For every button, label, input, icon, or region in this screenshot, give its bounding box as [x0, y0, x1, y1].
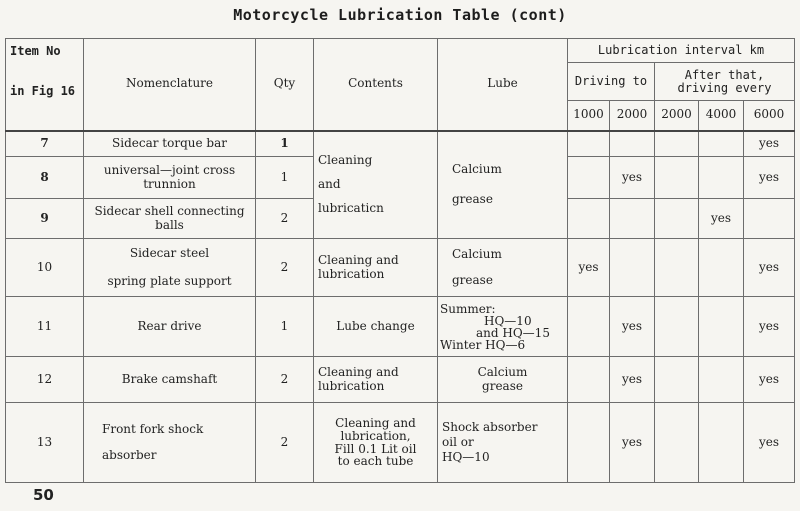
item-number: 10 — [6, 239, 84, 297]
qty-cell: 2 — [256, 199, 314, 239]
table-row — [6, 403, 795, 483]
item-number: 12 — [6, 357, 84, 403]
interval-mark — [568, 157, 610, 199]
contents-cell: Lube change — [314, 297, 438, 357]
nomenclature-line: spring plate support — [107, 273, 232, 288]
table-row — [6, 297, 795, 357]
interval-mark — [568, 357, 610, 403]
header-qty: Qty — [256, 39, 314, 131]
nomenclature-cell: Sidecar torque bar — [84, 131, 256, 157]
interval-mark: yes — [744, 297, 795, 357]
contents-line: and — [318, 176, 341, 191]
qty-cell: 1 — [256, 131, 314, 157]
interval-mark: yes — [744, 131, 795, 157]
header-item-no-top: Item No — [10, 44, 61, 58]
lube-line: Calcium — [477, 364, 528, 379]
nomenclature-cell: universal—joint cross trunnion — [84, 157, 256, 199]
interval-mark — [744, 199, 795, 239]
header-interval: Lubrication interval km — [568, 39, 795, 63]
nomenclature-cell: Rear drive — [84, 297, 256, 357]
interval-mark — [699, 131, 744, 157]
header-lube: Lube — [438, 39, 568, 131]
header-nomenclature: Nomenclature — [84, 39, 256, 131]
table-row — [6, 131, 795, 157]
header-km-2: 2000 — [610, 101, 655, 131]
header-km-4: 4000 — [699, 101, 744, 131]
item-number: 7 — [6, 131, 84, 157]
lube-line: HQ—10 — [442, 450, 490, 464]
nomenclature-cell: Brake camshaft — [84, 357, 256, 403]
page-number: 50 — [33, 486, 54, 504]
interval-mark — [568, 131, 610, 157]
item-number: 13 — [6, 403, 84, 483]
contents-cell — [314, 403, 438, 483]
interval-mark — [655, 297, 699, 357]
interval-mark: yes — [610, 157, 655, 199]
header-driving-to: Driving to — [568, 63, 655, 101]
item-number: 8 — [6, 157, 84, 199]
interval-mark: yes — [744, 403, 795, 483]
interval-mark — [655, 157, 699, 199]
interval-mark — [699, 297, 744, 357]
contents-line: Cleaning — [318, 153, 373, 168]
lube-line: grease — [452, 191, 493, 206]
contents-cell: Cleaning and lubrication — [314, 239, 438, 297]
lube-line: Winter HQ—6 — [440, 337, 526, 352]
interval-mark: yes — [610, 357, 655, 403]
interval-mark — [610, 131, 655, 157]
header-item-no — [6, 39, 84, 131]
contents-cell — [314, 131, 438, 239]
lube-line: Calcium — [452, 246, 502, 261]
lube-line: and HQ—15 — [476, 325, 550, 340]
lube-cell — [438, 297, 568, 357]
interval-mark: yes — [699, 199, 744, 239]
lube-cell — [438, 357, 568, 403]
nomenclature-line: absorber — [102, 447, 157, 462]
nomenclature-cell: Sidecar shell connecting balls — [84, 199, 256, 239]
qty-cell: 1 — [256, 297, 314, 357]
qty-cell: 2 — [256, 239, 314, 297]
lube-line: oil or — [442, 435, 474, 449]
header-km-5: 6000 — [744, 101, 795, 131]
interval-mark — [655, 403, 699, 483]
interval-mark: yes — [610, 403, 655, 483]
header-km-3: 2000 — [655, 101, 699, 131]
interval-mark — [655, 357, 699, 403]
table-row — [6, 357, 795, 403]
header-item-no-bottom: in Fig 16 — [10, 83, 76, 98]
nomenclature-line: Front fork shock — [102, 421, 204, 436]
qty-cell: 1 — [256, 157, 314, 199]
page-title: Motorcycle Lubrication Table (cont) — [233, 6, 567, 24]
table-row — [6, 239, 795, 297]
header-contents: Contents — [314, 39, 438, 131]
interval-mark — [699, 403, 744, 483]
lube-cell — [438, 403, 568, 483]
contents-cell — [314, 357, 438, 403]
lube-cell — [438, 239, 568, 297]
header-after-that: After that, driving every — [655, 63, 795, 101]
interval-mark — [699, 157, 744, 199]
lube-line: grease — [452, 272, 493, 287]
contents-line: Cleaning and — [335, 416, 416, 431]
contents-line: lubrication — [318, 378, 385, 393]
qty-cell: 2 — [256, 403, 314, 483]
interval-mark: yes — [744, 157, 795, 199]
interval-mark — [655, 199, 699, 239]
item-number: 9 — [6, 199, 84, 239]
item-number: 11 — [6, 297, 84, 357]
interval-mark — [699, 239, 744, 297]
interval-mark: yes — [744, 357, 795, 403]
contents-line: Fill 0.1 Lit oil — [334, 441, 417, 456]
interval-mark — [699, 357, 744, 403]
interval-mark — [568, 199, 610, 239]
contents-line: lubricaticn — [318, 200, 384, 215]
nomenclature-line: Sidecar steel — [129, 245, 210, 260]
nomenclature-cell — [84, 239, 256, 297]
interval-mark — [568, 297, 610, 357]
qty-cell: 2 — [256, 357, 314, 403]
lubrication-table — [5, 38, 795, 483]
lube-cell — [438, 131, 568, 239]
interval-mark — [610, 199, 655, 239]
interval-mark — [610, 239, 655, 297]
interval-mark — [655, 239, 699, 297]
contents-line: lubrication, — [340, 428, 411, 443]
header-km-1: 1000 — [568, 101, 610, 131]
interval-mark — [568, 403, 610, 483]
contents-line: Cleaning and — [318, 364, 399, 379]
interval-mark: yes — [610, 297, 655, 357]
interval-mark — [655, 131, 699, 157]
nomenclature-cell — [84, 403, 256, 483]
interval-mark: yes — [568, 239, 610, 297]
lube-line: Shock absorber — [442, 420, 538, 434]
lube-line: Summer: — [440, 301, 496, 316]
lube-line: Calcium — [452, 161, 502, 176]
lube-line: HQ—10 — [484, 313, 532, 328]
lube-line: grease — [482, 378, 523, 393]
contents-line: to each tube — [337, 454, 414, 469]
interval-mark: yes — [744, 239, 795, 297]
